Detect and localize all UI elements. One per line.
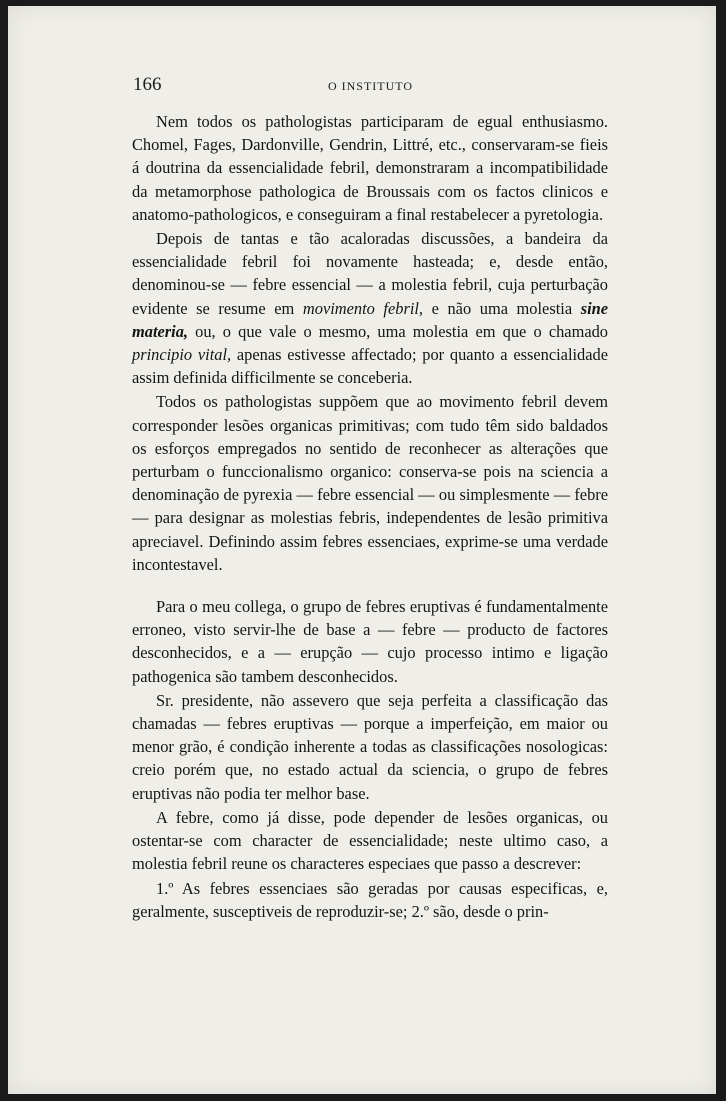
paragraph-2 (132, 227, 608, 389)
paragraph-2-text-3: ou, o que vale o mesmo, uma molestia em que o chamado (188, 321, 608, 341)
body-text (132, 110, 608, 923)
italic-sine-materia: sine materia, (132, 298, 609, 341)
italic-movimento-febril: movimento febril, (302, 298, 424, 318)
page-number: 166 (133, 74, 162, 95)
paragraph-5: Sr. presidente, não assevero que seja perfeita a classificação das chamadas — febres eruptivas — porque a imperfeição, em maior ou menor grão, é condição inherente a todas as classificações nosologicas: creio porém que, no estado actual da sciencia, o grupo de febres eruptivas não podia ter melhor base. (132, 690, 608, 803)
paragraph-4: Para o meu collega, o grupo de febres eruptivas é fundamentalmente erroneo, visto servir-lhe de base a — febre — producto de factores desconhecidos, e a — erupção — cujo processo intimo e ligação pathogenica são tambem desconhecidos. (132, 597, 608, 686)
italic-principio-vital: principio vital, (132, 345, 232, 365)
paragraph-3: Todos os pathologistas suppõem que ao movimento febril devem corresponder lesões organicas primitivas; com tudo têm sido baldados os esforços empregados no sentido de reconhecer as alterações que perturbam o funccionalismo organico: conserva-se pois na sciencia a denominação de pyrexia — febre essencial — ou simplesmente — febre — para designar as molestias febris, independentes de lesão primitiva apreciavel. Definindo assim febres essenciaes, exprime-se uma verdade incontestavel. (132, 392, 608, 574)
paragraph-2-text-1: Depois de tantas e tão acaloradas discussões, a bandeira da essencialidade febril foi novamente hasteada; e, desde então, denominou-se — febre essencial — a molestia febril, cuja perturbação evidente se resume em (132, 229, 608, 318)
paragraph-2-text-4: apenas estivesse affectado; por quanto a essencialidade assim definida difficilmente se conceberia. (132, 345, 608, 388)
page-header (133, 74, 608, 98)
paragraph-7: 1.º As febres essenciaes são geradas por causas especificas, e, geralmente, susceptiveis de reproduzir-se; 2.º são, desde o prin- (132, 878, 608, 921)
paragraph-6: A febre, como já disse, pode depender de lesões organicas, ou ostentar-se com character de essencialidade; neste ultimo caso, a molestia febril reune os characteres especiaes que passo a descrever: (132, 807, 608, 874)
paragraph-1: Nem todos os pathologistas participaram de egual enthusiasmo. Chomel, Fages, Dardonville, Gendrin, Littré, etc., conservaram-se fieis á doutrina da essencialidade febril, demonstraram a incompatibilidade da metamorphose pathologica de Broussais com os factos clinicos e anatomo-pathologicos, e conseguiram a final restabelecer a pyretologia. (132, 112, 608, 224)
paragraph-2-text-2: e não uma molestia (423, 298, 581, 318)
running-title: O INSTITUTO (327, 79, 414, 93)
book-page (8, 6, 716, 1094)
